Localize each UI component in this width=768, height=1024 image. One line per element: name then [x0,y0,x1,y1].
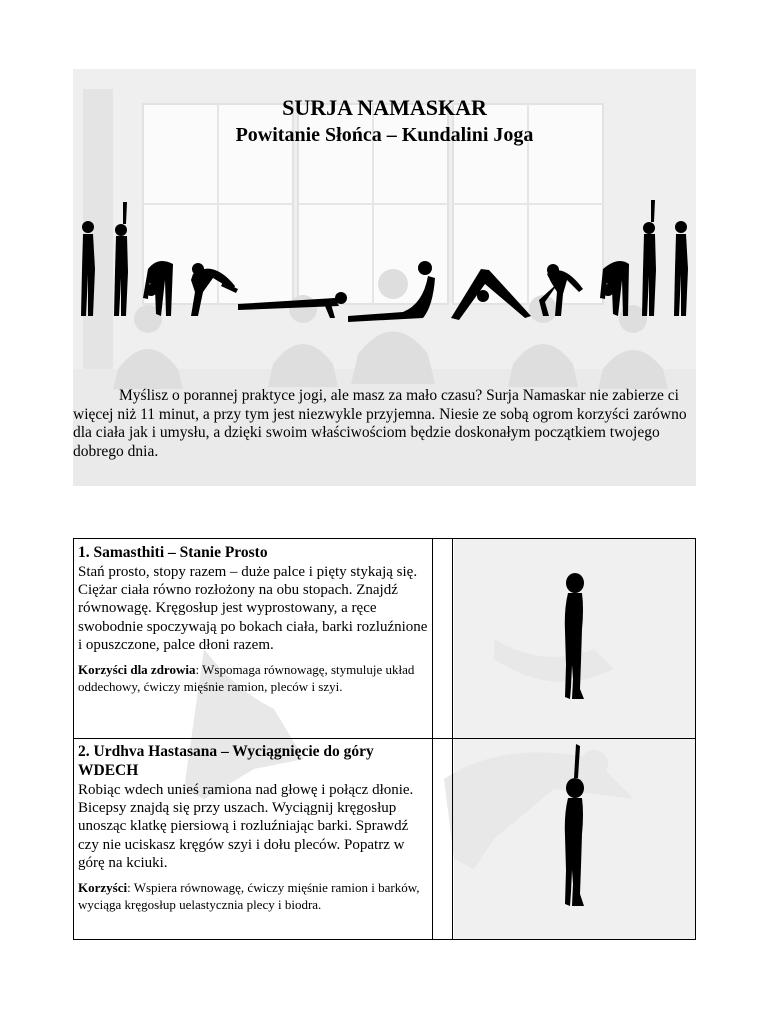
column-divider [452,539,453,940]
intro-banner [73,69,696,486]
pose-standing-2 [674,221,688,316]
arms-raised-pose-icon [544,744,604,912]
step-2-benefit-label: Korzyści [78,880,128,896]
pose-forward-fold-2 [600,261,629,316]
standing-pose-icon [544,569,604,709]
pose-forward-fold-1 [143,261,173,316]
pose-downward-dog [451,269,531,320]
intro-paragraph: Myślisz o porannej praktyce jogi, ale masz za mało czasu? Surja Namaskar nie zabierze ci więcej niż 11 minut, a przy tym jest niezwykle przyjemna. Niesie ze sobą ogrom korzyści zarówno dla ciała jak i umysłu, a dzięki swoim właściwościom będzie doskonałym początkiem twojego dobrego dnia. [73,387,687,460]
step-1-title: 1. Samasthiti – Stanie Prosto [78,544,268,561]
step-2-title: 2. Urdhva Hastasana – Wyciągnięcie do góry WDECH [78,743,374,779]
pose-lunge-2 [539,264,583,316]
page-subtitle: Powitanie Słońca – Kundalini Joga [235,124,534,146]
step-1-benefit-text: : Wspomaga równowagę, stymuluje układ oddechowy, ćwiczy mięśnie ramion, pleców i szyi. [78,662,415,694]
step-2-benefit-text: : Wspiera równowagę, ćwiczy mięśnie ramion i barków, wyciąga kręgosłup uelastycznia plecy i biodra. [78,880,420,912]
step-2-description [78,742,428,913]
step-1-text: Stań prosto, stopy razem – duże palce i pięty stykają się. Ciężar ciała równo rozłożony na obu stopach. Znajdź równowagę. Kręgosłup jest wyprostowany, a ręce swobodnie spoczywają po bokach ciała, barki rozluźnione i opuszczone, palce dłoni razem. [78,564,428,653]
step-1-benefits [78,662,428,695]
pose-cobra [348,261,435,322]
sun-salutation-silhouettes-icon [73,194,696,329]
row-divider [74,738,696,739]
page-title: SURJA NAMASKAR [282,95,487,120]
pose-arms-up-1 [114,202,128,316]
step-1-benefit-label: Korzyści dla zdrowia [78,662,196,678]
steps-table [73,538,696,940]
pose-lunge-1 [191,263,238,316]
step-2-text: Robiąc wdech unieś ramiona nad głowę i połącz dłonie. Bicepsy znajdą się przy uszach. Wyciągnij kręgosłup unosząc klatkę piersiową i rozluźniając barki. Sprawdź czy nie uciskasz kręgów szyi i dołu pleców. Popatrz w górę na kciuki. [78,782,414,871]
step-2-benefits [78,880,428,913]
pose-plank [238,292,347,318]
step-1-description [78,543,428,695]
pose-standing-1 [81,221,95,316]
column-divider [432,539,433,940]
pose-arms-up-2 [642,200,656,316]
